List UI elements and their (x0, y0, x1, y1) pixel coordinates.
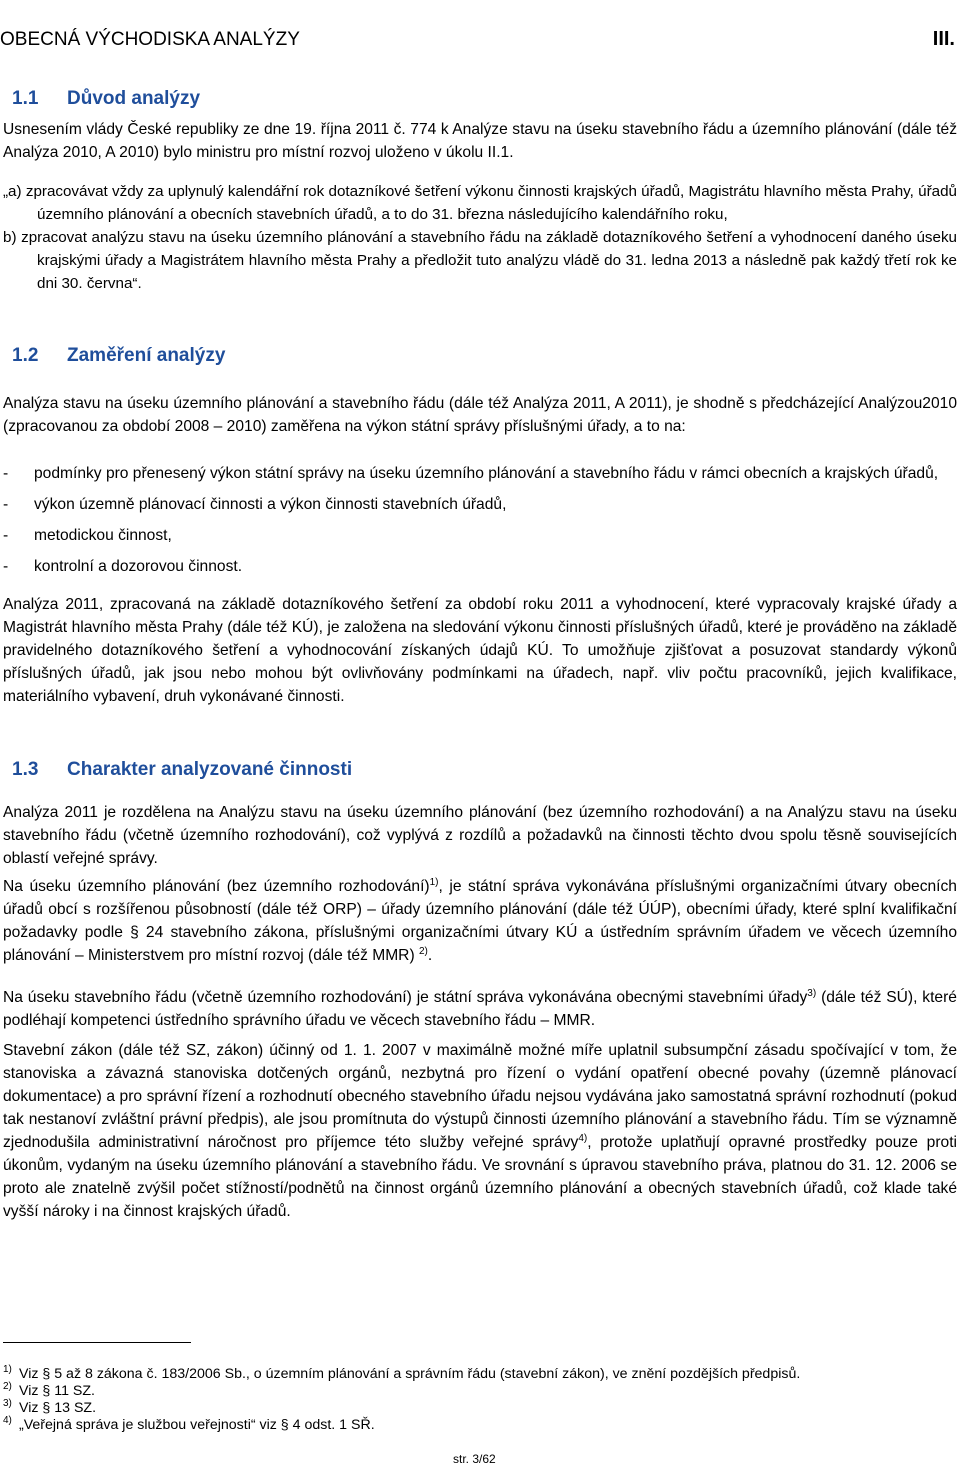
footnote-mark: 1) (3, 1364, 12, 1375)
list-item-text: podmínky pro přenesený výkon státní správy na úseku územního plánování a stavebního řádu v rámci obecních a krajských úřadů, (34, 465, 939, 482)
footnote (3, 1366, 957, 1383)
footnotes (3, 1366, 957, 1434)
paragraph-text: , je státní správa vykonávána příslušnými organizačními útvary obecních úřadů obcí s rozšířenou působností (dále též ORP) – úřady územního plánování (dále též ÚÚP), obecními úřady, které splní kvalifikační požadavky podle § 24 stavebního zákona, příslušnými organizačními útvary KÚ a ústředním správním úřadem ve věcech územního plánování – Ministerstvem pro místní rozvoj (dále též MMR) (3, 878, 957, 964)
section-number: 1.1 (12, 88, 39, 109)
section-1-3-paragraph-3 (3, 986, 957, 1032)
footnote-text: Viz § 5 až 8 zákona č. 183/2006 Sb., o územním plánování a správním řádu (stavební zákon), ve znění pozdějších předpisů. (19, 1366, 801, 1382)
section-1-1-intro: Usnesením vlády České republiky ze dne 19. října 2011 č. 774 k Analýze stavu na úseku stavebního řádu a územního plánování (dále též Analýza 2010, A 2010) bylo ministru pro místní rozvoj uloženo v úkolu II.1. (3, 121, 957, 161)
section-title: Charakter analyzované činnosti (67, 759, 353, 780)
footnote-text: Viz § 11 SZ. (19, 1383, 95, 1399)
footnote-ref[interactable]: 1) (429, 876, 439, 888)
list-dash: - (3, 527, 9, 544)
section-title: Zaměření analýzy (67, 345, 226, 366)
task-item-a: „a) zpracovávat vždy za uplynulý kalendářní rok dotazníkové šetření výkonu činnosti krajských úřadů, Magistrátu hlavního města Prahy, úřadů územního plánování a obecních stavebních úřadů, a to do 31. března následujícího kalendářního roku, (3, 183, 957, 223)
paragraph-text: , protože uplatňují opravné prostředky pouze proti úkonům, vydaným na úseku územního plánování a stavebního řádu. Ve srovnání s úpravou stavebního práva, platnou do 31. 12. 2006 se proto ale znatelně zvýšil počet stížností/podnětů na činnost orgánů územního plánování a obecných stavebních úřadů, což klade také vyšší nároky i na činnost krajských úřadů. (3, 1134, 957, 1220)
list-dash: - (3, 558, 9, 575)
chapter-title: OBECNÁ VÝCHODISKA ANALÝZY (0, 29, 300, 50)
task-item-b: b) zpracovat analýzu stavu na úseku územního plánování a stavebního řádu na základě dotazníkového šetření a vyhodnocení daného úseku krajskými úřady a Magistrátem hlavního města Prahy a předložit tuto analýzu vládě do 31. ledna 2013 a následně pak každý třetí rok ke dni 30. června“. (3, 229, 957, 292)
section-heading-1-3 (12, 759, 352, 781)
paragraph-text: Na úseku stavebního řádu (včetně územního rozhodování) je státní správa vykonávána obecnými stavebními úřady (3, 989, 808, 1006)
footnote-text: Viz § 13 SZ. (19, 1400, 97, 1416)
paragraph-text: . (427, 947, 433, 964)
section-1-2-intro: Analýza stavu na úseku územního plánování a stavebního řádu (dále též Analýza 2011, A 2011), je shodně s předcházející Analýzou2010 (zpracovanou za období 2008 – 2010) zaměřena na výkon státní správy příslušnými úřady, a to na: (3, 395, 957, 435)
section-1-3-paragraph-4 (3, 1039, 957, 1223)
list-dash: - (3, 465, 9, 482)
quoted-task-list (3, 180, 957, 295)
list-item (3, 462, 957, 485)
section-1-3-paragraph-2 (3, 875, 957, 967)
footnote-ref[interactable]: 3) (807, 987, 817, 999)
section-heading-1-2 (12, 345, 225, 367)
section-number: 1.3 (12, 759, 39, 780)
list-dash: - (3, 496, 9, 513)
footnote (3, 1417, 957, 1434)
paragraph-text: Stavební zákon (dále též SZ, zákon) účinný od 1. 1. 2007 v maximálně možné míře uplatnil subsumpční zásadu spočívající v tom, že stanoviska a závazná stanoviska dotčených orgánů, nezbytná pro řízení o vydání opatření obecné povahy (územně plánovací dokumentace) a pro správní řízení a rozhodnutí obecného stavebního úřadu nejsou vydávána jako samostatná správní rozhodnutí (pokud tak nestanoví zvláštní právní předpis), ale jsou promítnuta do výstupů činnosti územního plánování a stavebního řádu. Tím se významně zjednodušila administrativní náročnost pro příjemce této služby veřejné správy (3, 1042, 957, 1151)
footnote-mark: 3) (3, 1398, 12, 1409)
footnote (3, 1400, 957, 1417)
list-item (3, 555, 957, 578)
paragraph-text: Na úseku územního plánování (bez územního rozhodování) (3, 878, 430, 895)
section-1-3-paragraph-1: Analýza 2011 je rozdělena na Analýzu stavu na úseku územního plánování (bez územního rozhodování) a na Analýzu stavu na úseku stavebního řádu (včetně územního rozhodování), což vyplývá z rozdílů a požadavků na činnosti těchto dvou spolu těsně souvisejících oblastí veřejné správy. (3, 804, 957, 867)
footnote-ref[interactable]: 2) (418, 945, 428, 957)
footnote-separator (3, 1342, 191, 1343)
paragraph-text: (dále též SÚ), které podléhají kompetenci ústředního správního úřadu ve věcech stavebního řádu – MMR. (3, 989, 957, 1029)
section-number: 1.2 (12, 345, 39, 366)
section-title: Důvod analýzy (67, 88, 201, 109)
chapter-number: III. (932, 28, 955, 50)
footnote-ref[interactable]: 4) (578, 1132, 588, 1144)
footnote-mark: 2) (3, 1381, 12, 1392)
footnote-mark: 4) (3, 1415, 12, 1426)
list-item-text: kontrolní a dozorovou činnost. (34, 558, 243, 575)
list-item-text: metodickou činnost, (34, 527, 172, 544)
section-1-2-paragraph: Analýza 2011, zpracovaná na základě dotazníkového šetření za období roku 2011 a vyhodnocení, které vypracovaly krajské úřady a Magistrát hlavního města Prahy (dále též KÚ), je založena na sledování výkonu činnosti příslušných úřadů, které je prováděno na základě pravidelného dotazníkového šetření a vyhodnocování získaných údajů KÚ. To umožňuje zjišťovat a posuzovat standardy výkonů příslušných úřadů, jak jsou nebo mohou být ovlivňovány podmínkami na úřadech, např. vliv počtu pracovníků, jejich kvalifikace, materiálního vybavení, druh vykonávané činnosti. (3, 596, 957, 705)
footnote-text: „Veřejná správa je službou veřejnosti“ viz § 4 odst. 1 SŘ. (19, 1417, 375, 1433)
footnote (3, 1383, 957, 1400)
list-item (3, 524, 957, 547)
list-item (3, 493, 957, 516)
focus-list (3, 462, 957, 586)
page-number: str. 3/62 (453, 1452, 496, 1466)
list-item-text: výkon územně plánovací činnosti a výkon činnosti stavebních úřadů, (34, 496, 507, 513)
section-heading-1-1 (12, 88, 200, 110)
